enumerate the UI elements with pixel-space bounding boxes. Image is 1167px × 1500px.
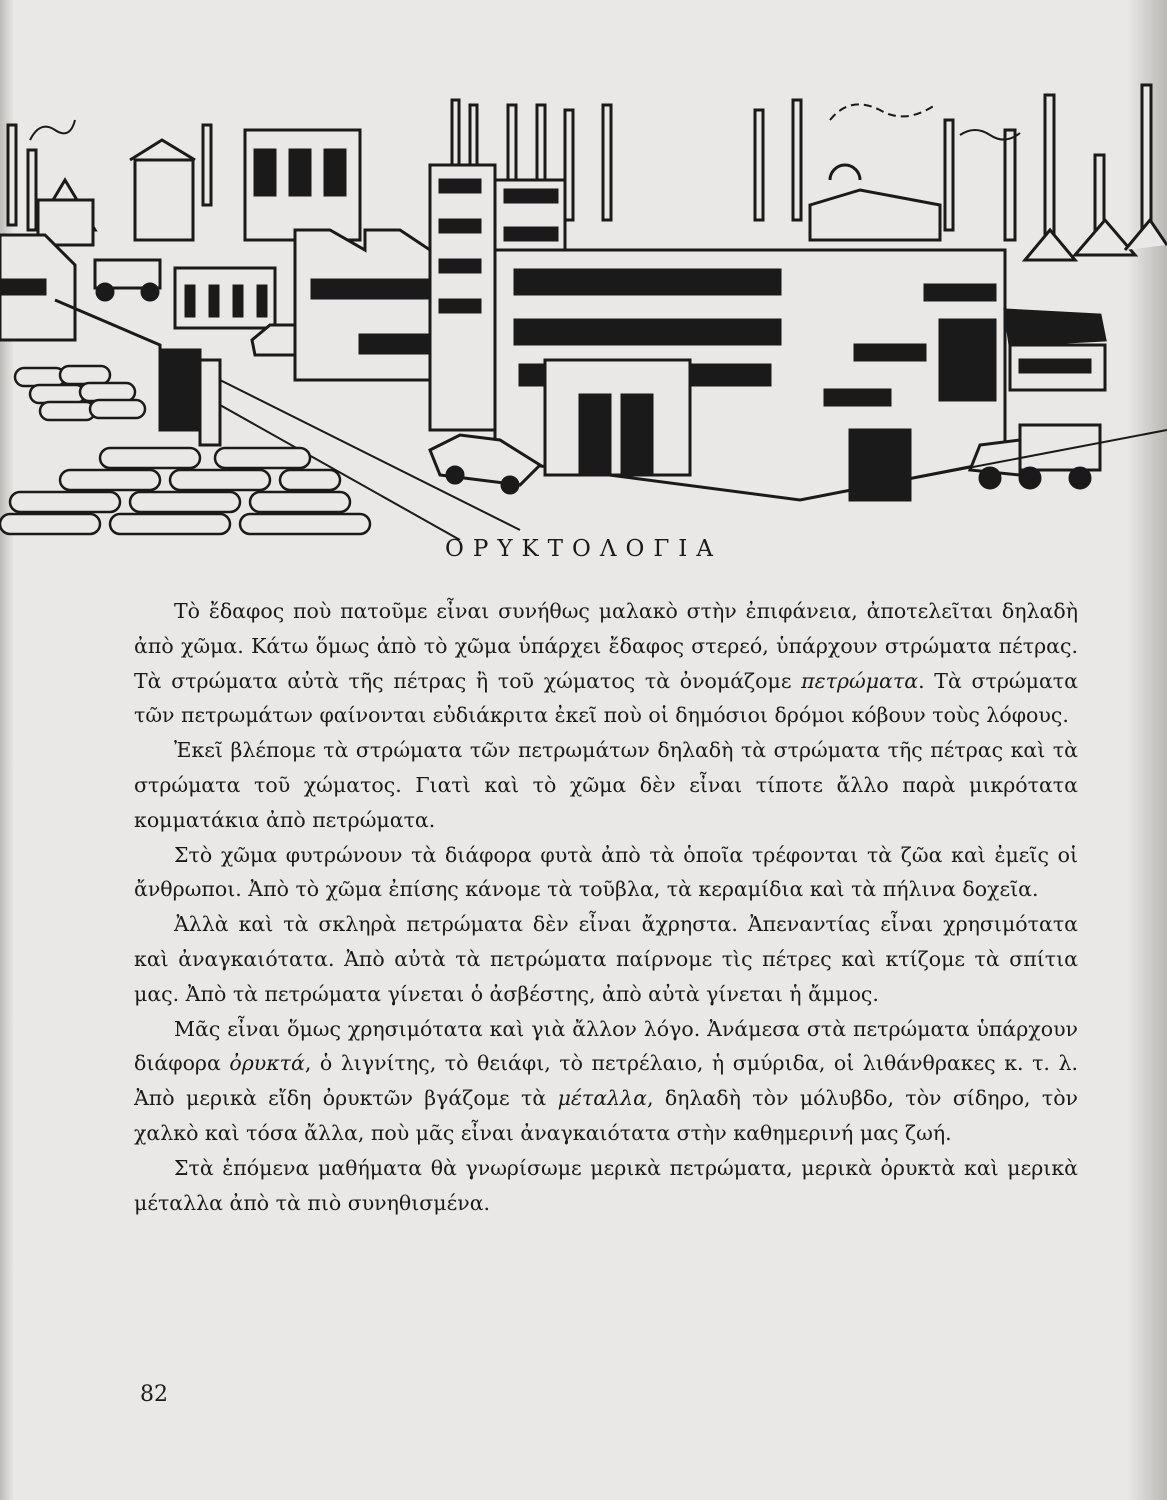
paragraph — [134, 594, 1078, 733]
text-run: . Τὰ στρώματα τῶν πετρωμάτων φαίνονται εὐδιάκριτα ἐκεῖ ποὺ οἱ δημόσιοι δρόμοι κόβουν τοὺς λόφους. — [134, 668, 1078, 728]
paragraph — [134, 1012, 1078, 1151]
text-run: , δηλαδὴ τὸν μόλυβδο, τὸν σίδηρο, τὸν χαλκὸ καὶ τόσα ἄλλα, ποὺ μᾶς εἶναι ἀναγκαιότατα στὴν καθημερινή μας ζωή. — [134, 1086, 1078, 1145]
italic-term: μέταλλα — [557, 1086, 647, 1111]
paragraph — [134, 838, 1078, 908]
text-run: Στὰ ἑπόμενα μαθήματα θὰ γνωρίσωμε μερικὰ πετρώματα, μερικὰ ὀρυκτὰ καὶ μερικὰ μέταλλα ἀπὸ τὰ πιὸ συνηθισμένα. — [134, 1155, 1078, 1215]
paragraph — [134, 733, 1078, 837]
paragraph — [134, 1151, 1078, 1221]
text-run: , ὁ λιγνίτης, τὸ θειάφι, τὸ πετρέλαιο, ἡ σμύριδα, οἱ λιθάνθρακες κ. τ. λ. Ἀπὸ μερικὰ εἴδη ὀρυκτῶν βγάζομε τὰ — [134, 1051, 1078, 1111]
text-run: Ἐκεῖ βλέπομε τὰ στρώματα τῶν πετρωμάτων δηλαδὴ τὰ στρώματα τῆς πέτρας καὶ τὰ στρώματα τοῦ χώματος. Γιατὶ καὶ τὸ χῶμα δὲν εἶναι τίποτε ἄλλο παρὰ μικρότατα κομματάκια ἀπὸ πετρώματα. — [134, 738, 1078, 832]
italic-term: ὀρυκτά — [229, 1051, 305, 1076]
paragraph — [134, 907, 1078, 1011]
page-number: 82 — [140, 1382, 168, 1407]
body-text — [134, 594, 1078, 1220]
factory-illustration — [0, 80, 1167, 540]
text-run: Τὸ ἔδαφος ποὺ πατοῦμε εἶναι συνήθως μαλακὸ στὴν ἐπιφάνεια, ἀποτελεῖται δηλαδὴ ἀπὸ χῶμα. Κάτω ὅμως ἀπὸ τὸ χῶμα ὑπάρχει ἔδαφος στερεό, ὑπάρχουν στρώματα πέτρας. Τὰ στρώματα αὐτὰ τῆς πέτρας ἢ τοῦ χώματος τὰ ὀνομάζομε — [134, 599, 1078, 693]
text-run: Στὸ χῶμα φυτρώνουν τὰ διάφορα φυτὰ ἀπὸ τὰ ὁποῖα τρέφονται τὰ ζῶα καὶ ἐμεῖς οἱ ἄνθρωποι. Ἀπὸ τὸ χῶμα ἐπίσης κάνομε τὰ τοῦβλα, τὰ κεραμίδια καὶ τὰ πήλινα δοχεῖα. — [134, 842, 1078, 902]
page-title: ΟΡΥΚΤΟΛΟΓΙΑ — [444, 536, 722, 562]
italic-term: πετρώματα — [801, 668, 919, 693]
text-run: Μᾶς εἶναι ὅμως χρησιμότατα καὶ γιὰ ἄλλον λόγο. Ἀνάμεσα στὰ πετρώματα ὑπάρχουν διάφορα — [134, 1016, 1078, 1076]
text-run: Ἀλλὰ καὶ τὰ σκληρὰ πετρώματα δὲν εἶναι ἄχρηστα. Ἀπεναντίας εἶναι χρησιμότατα καὶ ἀναγκαιότατα. Ἀπὸ αὐτὰ τὰ πετρώματα παίρνομε τὶς πέτρες καὶ κτίζομε τὰ σπίτια μας. Ἀπὸ τὰ πετρώματα γίνεται ὁ ἀσβέστης, ἀπὸ αὐτὰ γίνεται ἡ ἄμμος. — [134, 912, 1078, 1006]
